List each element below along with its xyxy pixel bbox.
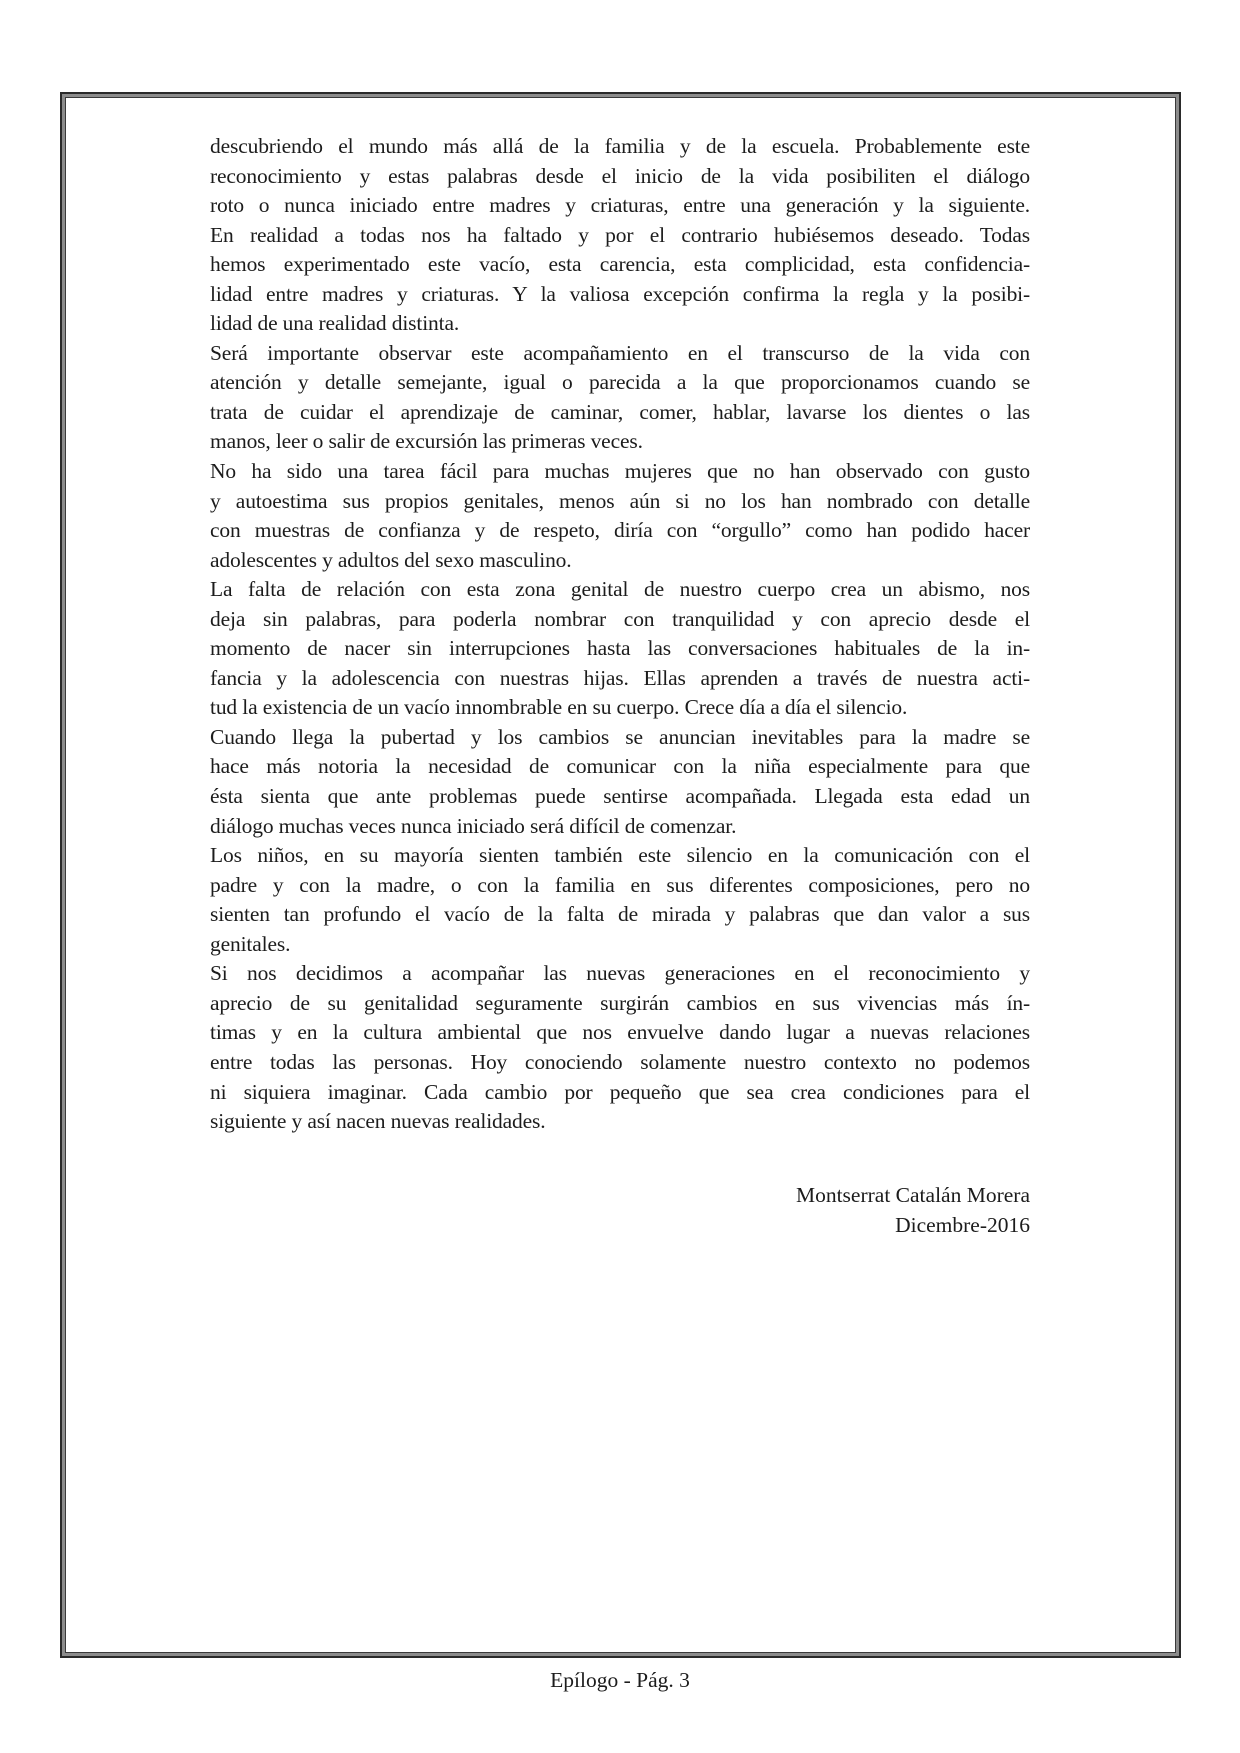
text-line: momento de nacer sin interrupciones hasta las conversaciones habituales de la in- — [210, 636, 1030, 661]
text-line: deja sin palabras, para poderla nombrar con tranquilidad y con aprecio desde el — [210, 606, 1030, 631]
body-text — [210, 132, 1030, 1137]
text-line: atención y detalle semejante, igual o parecida a la que proporcionamos cuando se — [210, 370, 1030, 395]
text-line: ni siquiera imaginar. Cada cambio por pequeño que sea crea condiciones para el — [210, 1079, 1030, 1104]
text-line: hemos experimentado este vacío, esta carencia, esta complicidad, esta confidencia- — [210, 252, 1030, 277]
text-line: Cuando llega la pubertad y los cambios se anuncian inevitables para la madre se — [210, 724, 1030, 749]
paragraph — [210, 959, 1030, 1136]
text-line: adolescentes y adultos del sexo masculino. — [210, 547, 572, 572]
paragraph — [210, 339, 1030, 457]
text-line: reconocimiento y estas palabras desde el inicio de la vida posibiliten el diálogo — [210, 163, 1030, 188]
paragraph — [210, 841, 1030, 959]
paragraph — [210, 575, 1030, 723]
text-line: sienten tan profundo el vacío de la falta de mirada y palabras que dan valor a sus — [210, 902, 1030, 927]
text-line: En realidad a todas nos ha faltado y por el contrario hubiésemos deseado. Todas — [210, 222, 1030, 247]
paragraph — [210, 457, 1030, 575]
signature-date: Dicembre-2016 — [895, 1213, 1030, 1237]
text-line: Los niños, en su mayoría sienten también este silencio en la comunicación con el — [210, 843, 1030, 868]
text-line: La falta de relación con esta zona genital de nuestro cuerpo crea un abismo, nos — [210, 577, 1030, 602]
text-line: roto o nunca iniciado entre madres y criaturas, entre una generación y la siguiente. — [210, 193, 1030, 218]
text-line: ésta sienta que ante problemas puede sentirse acompañada. Llegada esta edad un — [210, 784, 1030, 809]
text-line: lidad de una realidad distinta. — [210, 311, 460, 336]
text-line: descubriendo el mundo más allá de la familia y de la escuela. Probablemente este — [210, 134, 1030, 158]
text-line: padre y con la madre, o con la familia en sus diferentes composiciones, pero no — [210, 872, 1030, 897]
paragraph — [210, 723, 1030, 841]
text-line: aprecio de su genitalidad seguramente surgirán cambios en sus vivencias más ín- — [210, 990, 1030, 1015]
text-line: lidad entre madres y criaturas. Y la valiosa excepción confirma la regla y la posibi- — [210, 281, 1030, 306]
text-line: siguiente y así nacen nuevas realidades. — [210, 1109, 546, 1134]
text-line: hace más notoria la necesidad de comunicar con la niña especialmente para que — [210, 754, 1030, 779]
text-line: genitales. — [210, 931, 291, 956]
page-number-label: Epílogo - Pág. 3 — [550, 1668, 690, 1692]
text-line: entre todas las personas. Hoy conociendo solamente nuestro contexto no podemos — [210, 1049, 1030, 1074]
text-line: No ha sido una tarea fácil para muchas mujeres que no han observado con gusto — [210, 459, 1030, 484]
text-line: trata de cuidar el aprendizaje de caminar, comer, hablar, lavarse los dientes o las — [210, 399, 1030, 424]
author-name: Montserrat Catalán Morera — [795, 1183, 1030, 1207]
paragraph — [210, 132, 1030, 339]
text-line: y autoestima sus propios genitales, menos aún si no los han nombrado con detalle — [210, 488, 1030, 513]
text-line: timas y en la cultura ambiental que nos envuelve dando lugar a nuevas relaciones — [210, 1020, 1030, 1045]
text-line: fancia y la adolescencia con nuestras hijas. Ellas aprenden a través de nuestra acti- — [210, 665, 1030, 690]
text-line: Será importante observar este acompañamiento en el transcurso de la vida con — [210, 340, 1030, 365]
text-line: tud la existencia de un vacío innombrable en su cuerpo. Crece día a día el silencio. — [210, 695, 908, 720]
text-line: con muestras de confianza y de respeto, diría con “orgullo” como han podido hacer — [210, 518, 1030, 543]
text-line: diálogo muchas veces nunca iniciado será difícil de comenzar. — [210, 813, 737, 838]
page-footer — [0, 1668, 1240, 1693]
text-line: Si nos decidimos a acompañar las nuevas generaciones en el reconocimiento y — [210, 961, 1030, 986]
signature-block — [210, 1180, 1030, 1240]
text-line: manos, leer o salir de excursión las primeras veces. — [210, 429, 643, 454]
